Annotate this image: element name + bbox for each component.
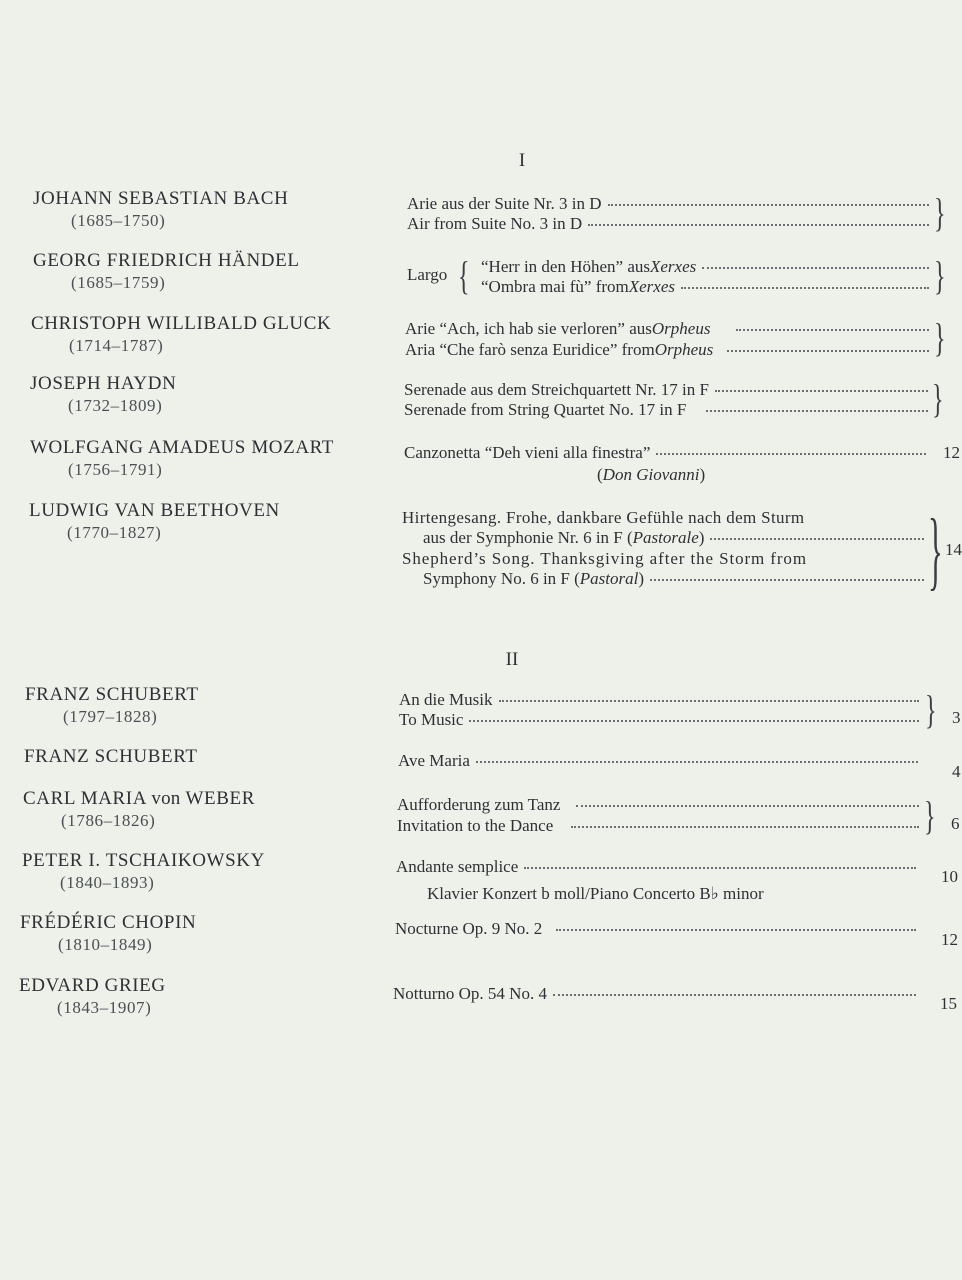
composer-name <box>19 975 166 1019</box>
piece-line <box>481 257 929 277</box>
composer-dates: (1840–1893) <box>60 873 155 892</box>
piece-title: Serenade from String Quartet No. 17 in F <box>404 400 687 419</box>
composer-label: CHRISTOPH WILLIBALD GLUCK <box>31 313 332 334</box>
leader-dots <box>727 350 929 352</box>
piece-title: aus der Symphonie Nr. 6 in F ( <box>423 528 633 547</box>
page-number: 15 <box>940 994 957 1013</box>
opera-title: Don Giovanni <box>602 465 700 484</box>
piece-title: Arie aus der Suite Nr. 3 in D <box>407 194 602 213</box>
piece-line <box>397 816 919 836</box>
piece-italic: Xerxes <box>650 257 697 276</box>
leader-dots <box>588 224 929 226</box>
piece-line <box>395 919 916 939</box>
leader-dots <box>710 538 924 540</box>
piece-line <box>423 528 924 548</box>
piece-title: Notturno Op. 54 No. 4 <box>393 984 547 1003</box>
right-brace: } <box>925 687 937 732</box>
composer-dates: (1843–1907) <box>57 998 152 1017</box>
piece-line <box>405 319 929 339</box>
piece-line <box>399 710 919 730</box>
piece-italic: Orpheus <box>651 319 711 338</box>
composer-label: FRANZ SCHUBERT <box>24 746 198 767</box>
piece-title: Andante semplice <box>396 857 519 876</box>
page-number: 10 <box>941 867 958 886</box>
leader-dots <box>524 867 916 869</box>
leader-dots <box>469 720 919 722</box>
piece-title: To Music <box>399 710 464 729</box>
piece-line <box>404 443 926 463</box>
page-number: 12 <box>941 930 958 949</box>
piece-subtitle: (Don Giovanni) <box>597 465 706 484</box>
composer-name <box>25 684 199 728</box>
section-numeral-2: II <box>505 649 519 670</box>
piece-title: “Herr in den Höhen” aus <box>481 257 650 276</box>
composer-label: EDVARD GRIEG <box>19 975 166 996</box>
leader-dots <box>702 267 929 269</box>
piece-line <box>407 194 929 214</box>
composer-dates: (1786–1826) <box>61 811 156 830</box>
piece-title: Canzonetta “Deh vieni alla finestra” <box>404 443 651 462</box>
composer-label: LUDWIG VAN BEETHOVEN <box>29 500 280 521</box>
piece-title: Aufforderung zum Tanz <box>397 795 561 814</box>
composer-label: WOLFGANG AMADEUS MOZART <box>30 437 334 458</box>
composer-label: PETER I. TSCHAIKOWSKY <box>22 850 265 871</box>
composer-name <box>30 373 176 417</box>
piece-subtitle: Klavier Konzert b moll/Piano Concerto B♭ minor <box>427 884 764 903</box>
composer-dates: (1797–1828) <box>63 707 158 726</box>
piece-italic: Xerxes <box>628 277 676 296</box>
piece-title-end: ) <box>698 528 705 547</box>
leader-dots <box>681 287 929 289</box>
composer-dates: (1756–1791) <box>68 460 163 479</box>
piece-line <box>405 340 929 360</box>
right-brace: } <box>932 376 944 421</box>
composer-dates: (1685–1759) <box>71 273 166 292</box>
composer-label: JOHANN SEBASTIAN BACH <box>33 188 289 209</box>
piece-line <box>393 984 916 1004</box>
leader-dots <box>656 453 926 455</box>
largo-label: Largo <box>407 265 448 284</box>
leader-dots <box>499 700 920 702</box>
piece-italic: Pastoral <box>579 569 639 588</box>
piece-title: Shepherd’s Song. Thanksgiving after the Storm from <box>402 549 807 568</box>
composer-name <box>29 500 280 544</box>
composer-name <box>30 437 334 481</box>
piece-title: Hirtengesang. Frohe, dankbare Gefühle nach dem Sturm <box>402 508 805 527</box>
leader-dots <box>553 994 916 996</box>
composer-name <box>33 188 288 232</box>
composer-dates: (1810–1849) <box>58 935 153 954</box>
right-brace: } <box>928 502 943 599</box>
composer-dates: (1770–1827) <box>67 523 162 542</box>
leader-dots <box>571 826 919 828</box>
piece-title: Invitation to the Dance <box>397 816 554 835</box>
composer-dates: (1685–1750) <box>71 211 166 230</box>
leader-dots <box>608 204 929 206</box>
piece-title-end: ) <box>638 569 645 588</box>
leader-dots <box>650 579 924 581</box>
piece-line <box>398 751 918 771</box>
composer-name <box>23 788 255 832</box>
piece-line <box>404 400 928 420</box>
leader-dots <box>715 390 928 392</box>
composer-label: FRANZ SCHUBERT <box>25 684 199 705</box>
composer-name <box>33 250 300 294</box>
piece-title: Air from Suite No. 3 in D <box>407 214 583 233</box>
right-brace: } <box>934 315 946 360</box>
page-number: 4 <box>952 762 961 781</box>
piece-line <box>404 380 928 400</box>
composer-label: GEORG FRIEDRICH HÄNDEL <box>33 250 300 271</box>
composer-label: FRÉDÉRIC CHOPIN <box>20 912 197 933</box>
composer-label: JOSEPH HAYDN <box>30 373 177 394</box>
composer-particle: von <box>151 788 181 809</box>
composer-name <box>24 746 198 768</box>
page-number: 3 <box>952 708 961 727</box>
piece-line <box>423 569 924 589</box>
section-numeral-1: I <box>518 150 526 171</box>
piece-title: “Ombra mai fù” from <box>481 277 629 296</box>
piece-line <box>402 549 924 569</box>
piece-line <box>481 277 929 297</box>
page-number: 12 <box>943 443 960 462</box>
piece-italic: Pastorale <box>632 528 699 547</box>
leader-dots <box>706 410 928 412</box>
piece-title: Aria “Che farò senza Euridice” from <box>405 340 655 359</box>
composer-dates: (1732–1809) <box>68 396 163 415</box>
leader-dots <box>556 929 916 931</box>
composer-dates: (1714–1787) <box>69 336 164 355</box>
leader-dots <box>476 761 918 763</box>
piece-line <box>402 508 924 528</box>
piece-line <box>407 214 929 234</box>
piece-italic: Orpheus <box>654 340 714 359</box>
leader-dots <box>576 805 919 807</box>
composer-name <box>22 850 265 894</box>
piece-title: Symphony No. 6 in F ( <box>423 569 580 588</box>
piece-line <box>397 795 919 815</box>
piece-line <box>396 857 916 877</box>
composer-name <box>20 912 196 956</box>
page-number: 14 <box>945 540 962 559</box>
right-brace: } <box>924 793 936 838</box>
composer-surname: WEBER <box>185 788 255 809</box>
piece-line <box>399 690 919 710</box>
piece-title: Arie “Ach, ich hab sie verloren” aus <box>405 319 652 338</box>
left-brace: { <box>458 253 470 298</box>
right-brace: } <box>934 253 946 298</box>
piece-title: An die Musik <box>399 690 493 709</box>
piece-title: Ave Maria <box>398 751 470 770</box>
piece-title: Serenade aus dem Streichquartett Nr. 17 in F <box>404 380 709 399</box>
composer-name <box>31 313 331 357</box>
composer-label: CARL MARIA <box>23 788 147 809</box>
page-number: 6 <box>951 814 960 833</box>
leader-dots <box>736 329 929 331</box>
right-brace: } <box>934 190 946 235</box>
piece-title: Nocturne Op. 9 No. 2 <box>395 919 543 938</box>
